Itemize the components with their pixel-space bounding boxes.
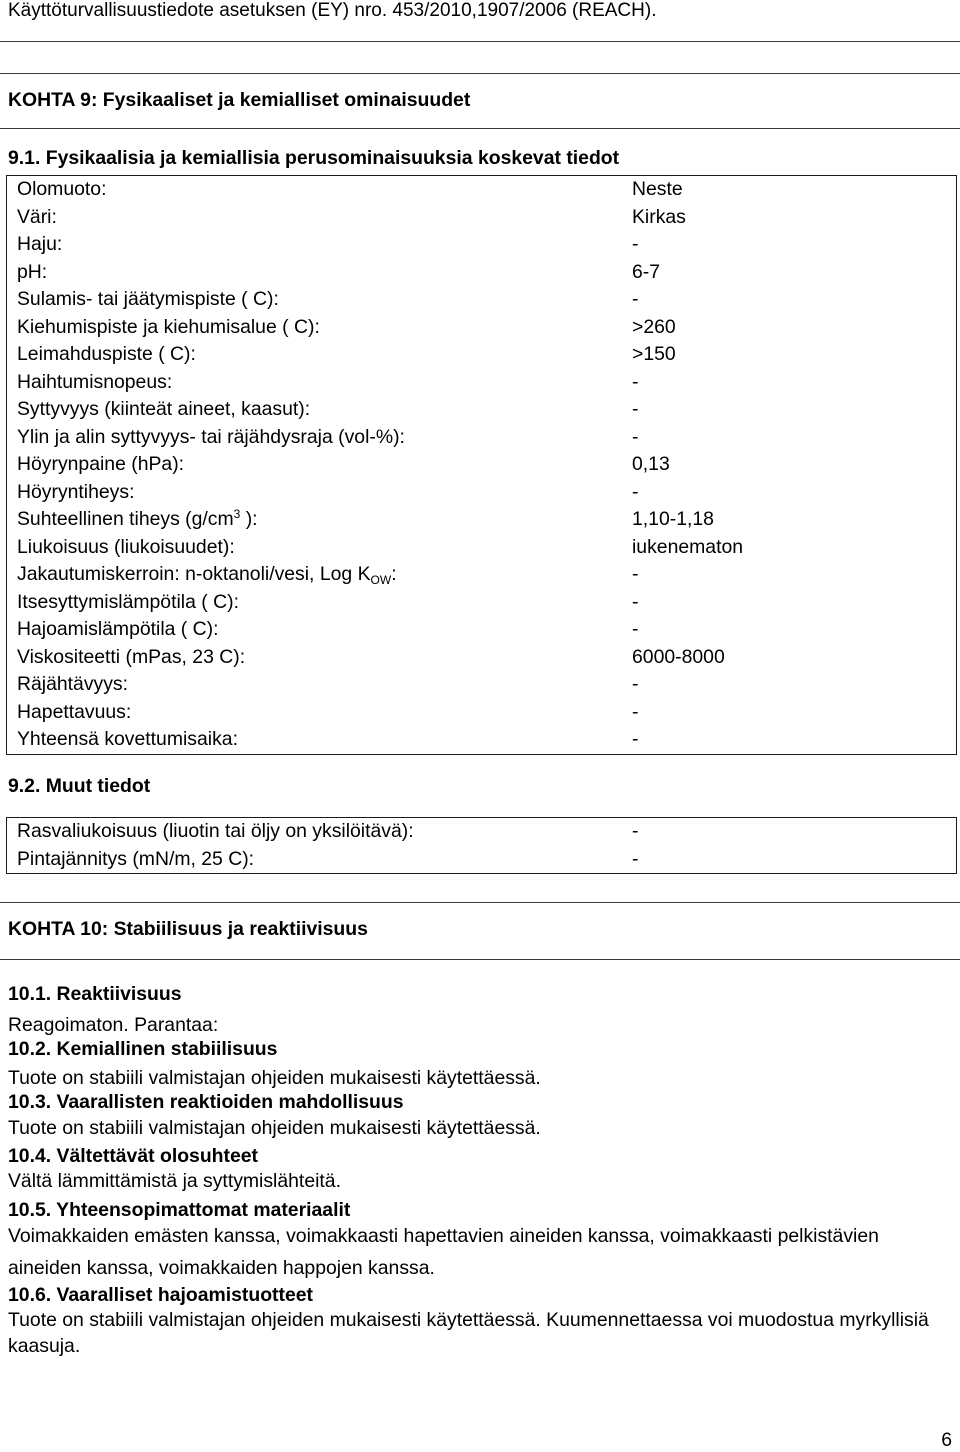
property-label: Väri: [17, 205, 57, 228]
property-value: - [632, 370, 639, 393]
property-value: - [632, 480, 639, 503]
property-value: - [632, 563, 639, 585]
section-9-top-divider [0, 73, 960, 74]
subsection-text: Tuote on stabiili valmistajan ohjeiden mukaisesti käytettäessä. Kuumennettaessa voi muodostua myrkyllisiä [8, 1309, 929, 1331]
property-value: Kirkas [632, 205, 686, 228]
section-9-title: KOHTA 9: Fysikaaliset ja kemialliset ominaisuudet [8, 89, 471, 111]
property-row [7, 259, 956, 287]
property-label: Höyryntiheys: [17, 480, 135, 503]
subsection-text: aineiden kanssa, voimakkaiden happojen kanssa. [8, 1257, 435, 1279]
other-properties-table [6, 817, 957, 874]
section-10-bottom-divider [0, 959, 960, 960]
subsection-text: Vältä lämmittämistä ja syttymislähteitä. [8, 1170, 341, 1192]
subsection-text: Tuote on stabiili valmistajan ohjeiden mukaisesti käytettäessä. [8, 1067, 541, 1089]
property-value: - [632, 728, 639, 750]
page-number: 6 [941, 1429, 952, 1451]
property-row [7, 314, 956, 342]
property-label-suffix: ): [240, 508, 258, 530]
property-label-suffix: : [391, 563, 397, 585]
property-value: >260 [632, 315, 676, 338]
property-value: - [632, 700, 639, 723]
property-label-text: Suhteellinen tiheys (g/cm [17, 508, 234, 530]
property-value: - [632, 288, 639, 310]
property-value: - [632, 233, 639, 255]
subsection-text: kaasuja. [8, 1335, 81, 1357]
property-value: 6000-8000 [632, 645, 725, 668]
property-value: iukenematon [632, 535, 744, 558]
property-value: Neste [632, 178, 683, 200]
property-row [7, 589, 956, 617]
property-value: 0,13 [632, 453, 670, 475]
property-row [7, 176, 956, 204]
properties-table [6, 175, 957, 755]
property-value: - [632, 425, 639, 448]
property-row [7, 846, 956, 874]
subsection-title-9-2: 9.2. Muut tiedot [8, 775, 151, 797]
subsection-title-10-6: 10.6. Vaaralliset hajoamistuotteet [8, 1284, 313, 1306]
property-row [7, 424, 956, 452]
property-row [7, 616, 956, 644]
subsection-title-10-4: 10.4. Vältettävät olosuhteet [8, 1145, 259, 1167]
property-label: Höyrynpaine (hPa): [17, 453, 185, 475]
property-label: pH: [17, 260, 48, 283]
property-label: Ylin ja alin syttyvyys- tai räjähdysraja (vol-%): [17, 425, 405, 448]
property-label-text: Jakautumiskerroin: n-oktanoli/vesi, Log K [17, 563, 371, 585]
property-row [7, 369, 956, 397]
property-row [7, 341, 956, 369]
property-value: >150 [632, 343, 676, 365]
property-label: Itsesyttymislämpötila ( C): [17, 590, 239, 613]
property-row [7, 231, 956, 259]
property-row [7, 479, 956, 507]
property-row [7, 396, 956, 424]
property-row [7, 644, 956, 672]
property-row [7, 699, 956, 727]
property-value: - [632, 618, 639, 640]
property-label: Viskositeetti (mPas, 23 C): [17, 645, 246, 668]
document-header-title: Käyttöturvallisuustiedote asetuksen (EY) nro. 453/2010,1907/2006 (REACH). [8, 0, 657, 21]
property-label: Olomuoto: [17, 178, 107, 200]
property-label: Syttyvyys (kiinteät aineet, kaasut): [17, 398, 311, 420]
property-row [7, 506, 956, 534]
subscript: OW [370, 573, 392, 587]
subsection-title-10-2: 10.2. Kemiallinen stabiilisuus [8, 1038, 278, 1060]
property-row [7, 561, 956, 589]
property-row [7, 671, 956, 699]
property-label: Räjähtävyys: [17, 673, 129, 695]
subsection-title-9-1: 9.1. Fysikaalisia ja kemiallisia perusominaisuuksia koskevat tiedot [8, 147, 620, 169]
property-label: Liukoisuus (liukoisuudet): [17, 535, 235, 558]
property-value: - [632, 820, 639, 842]
subsection-title-10-3: 10.3. Vaarallisten reaktioiden mahdollisuus [8, 1091, 404, 1113]
subsection-text: Reagoimaton. Parantaa: [8, 1014, 219, 1036]
property-value: - [632, 847, 639, 870]
subsection-text: Tuote on stabiili valmistajan ohjeiden mukaisesti käytettäessä. [8, 1117, 541, 1139]
property-row [7, 451, 956, 479]
property-label: Hajoamislämpötila ( C): [17, 618, 219, 640]
property-label: Pintajännitys (mN/m, 25 C): [17, 847, 255, 870]
property-label: Haihtumisnopeus: [17, 370, 173, 393]
subsection-text: Voimakkaiden emästen kanssa, voimakkaasti hapettavien aineiden kanssa, voimakkaasti pelkistävien [8, 1225, 879, 1247]
subsection-title-10-5: 10.5. Yhteensopimattomat materiaalit [8, 1199, 351, 1221]
property-row [7, 534, 956, 562]
property-value: 1,10-1,18 [632, 508, 714, 530]
property-row [7, 726, 956, 754]
property-value: - [632, 673, 639, 695]
property-value: - [632, 398, 639, 420]
property-label [17, 561, 397, 589]
property-label: Kiehumispiste ja kiehumisalue ( C): [17, 315, 320, 338]
property-label: Hapettavuus: [17, 700, 132, 723]
section-9-bottom-divider [0, 128, 960, 129]
property-label: Sulamis- tai jäätymispiste ( C): [17, 288, 279, 310]
header-divider [0, 41, 960, 42]
subsection-title-10-1: 10.1. Reaktiivisuus [8, 983, 182, 1005]
property-row [7, 286, 956, 314]
property-label [17, 506, 258, 534]
property-value: - [632, 590, 639, 613]
superscript: 3 [233, 507, 241, 521]
property-label: Yhteensä kovettumisaika: [17, 728, 238, 750]
section-10-title: KOHTA 10: Stabiilisuus ja reaktiivisuus [8, 918, 368, 940]
property-label: Haju: [17, 233, 63, 255]
property-value: 6-7 [632, 260, 661, 283]
section-10-top-divider [0, 902, 960, 903]
property-row [7, 818, 956, 846]
property-row [7, 204, 956, 232]
property-label: Leimahduspiste ( C): [17, 343, 196, 365]
property-label: Rasvaliukoisuus (liuotin tai öljy on yksilöitävä): [17, 820, 414, 842]
